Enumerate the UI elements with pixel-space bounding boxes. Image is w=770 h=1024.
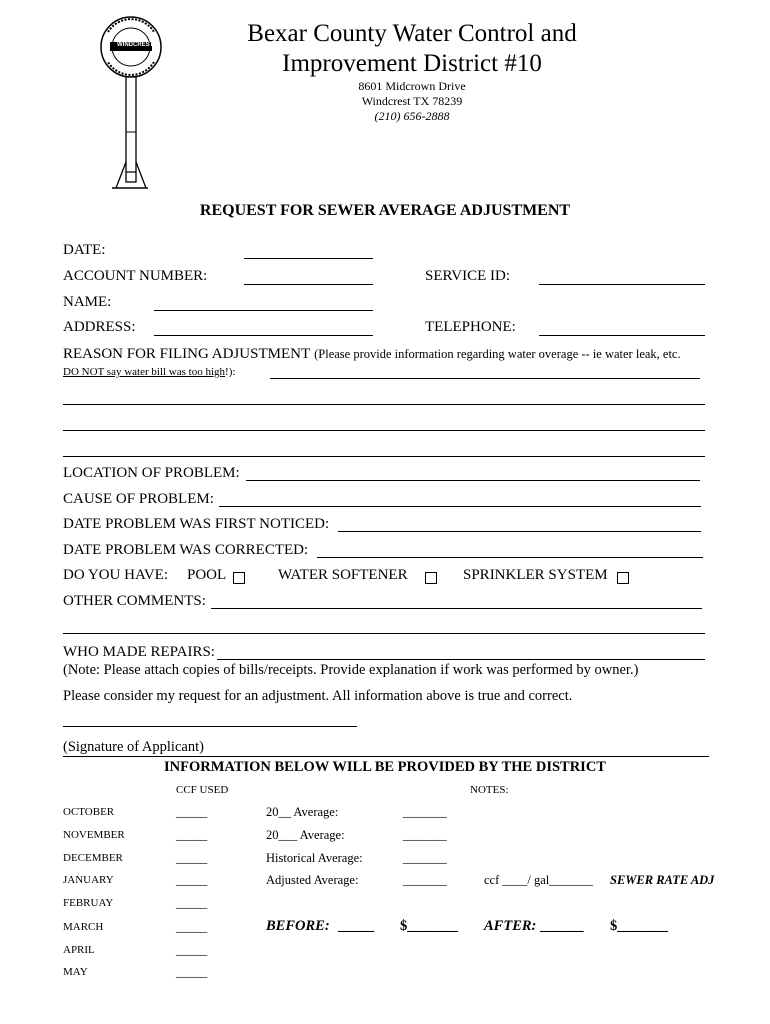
corrected-label: DATE PROBLEM WAS CORRECTED: bbox=[63, 542, 309, 558]
pool-label: POOL bbox=[187, 567, 227, 583]
phone-number: (210) 656-2888 bbox=[374, 109, 450, 123]
avg1-value: _______ bbox=[403, 805, 447, 819]
reason-note: (Please provide information regarding water overage -- ie water leak, etc. bbox=[314, 347, 681, 361]
reason-note-tail: !): bbox=[225, 366, 236, 378]
section-divider bbox=[63, 756, 709, 757]
name-field[interactable] bbox=[154, 310, 373, 311]
attach-note: (Note: Please attach copies of bills/receipts. Provide explanation if work was performed by owner.) bbox=[63, 662, 639, 678]
notes-label: NOTES: bbox=[470, 784, 509, 796]
adjusted-average-value: _______ bbox=[403, 873, 447, 887]
month-ccf-value: _____ bbox=[176, 920, 208, 934]
signature-label: (Signature of Applicant) bbox=[63, 739, 204, 755]
month-ccf-value: _____ bbox=[176, 896, 208, 910]
other-comments-field-line2[interactable] bbox=[63, 633, 705, 634]
telephone-field[interactable] bbox=[539, 335, 705, 336]
after-dollar: $_______ bbox=[610, 918, 668, 934]
ccf-used-label: CCF USED bbox=[176, 784, 229, 796]
date-label: DATE: bbox=[63, 242, 106, 258]
month-ccf-value: _____ bbox=[176, 873, 208, 887]
month-label: OCTOBER bbox=[63, 806, 115, 818]
form-title: REQUEST FOR SEWER AVERAGE ADJUSTMENT bbox=[199, 202, 571, 219]
signature-field[interactable] bbox=[63, 726, 357, 727]
address-label: ADDRESS: bbox=[63, 319, 136, 335]
location-field[interactable] bbox=[246, 480, 700, 481]
month-ccf-value: _____ bbox=[176, 851, 208, 865]
month-ccf-value: _____ bbox=[176, 965, 208, 979]
other-comments-label: OTHER COMMENTS: bbox=[63, 593, 206, 609]
water-softener-label: WATER SOFTENER bbox=[278, 567, 408, 583]
avg2-value: _______ bbox=[403, 828, 447, 842]
month-label: APRIL bbox=[63, 944, 95, 956]
who-made-repairs-field[interactable] bbox=[217, 659, 705, 660]
sprinkler-system-label: SPRINKLER SYSTEM bbox=[463, 567, 608, 583]
reason-field-line1[interactable] bbox=[270, 378, 700, 379]
reason-label: REASON FOR FILING ADJUSTMENT bbox=[63, 346, 311, 362]
corrected-field[interactable] bbox=[317, 557, 703, 558]
date-field[interactable] bbox=[244, 258, 373, 259]
reason-field-line4[interactable] bbox=[63, 456, 705, 457]
district-section-heading: INFORMATION BELOW WILL BE PROVIDED BY THE DISTRICT bbox=[164, 759, 606, 775]
historical-average-label: Historical Average: bbox=[266, 851, 363, 865]
month-ccf-value: _____ bbox=[176, 943, 208, 957]
month-label: NOVEMBER bbox=[63, 829, 125, 841]
first-noticed-label: DATE PROBLEM WAS FIRST NOTICED: bbox=[63, 516, 330, 532]
month-label: JANUARY bbox=[63, 874, 114, 886]
address-line2: Windcrest TX 78239 bbox=[361, 94, 463, 108]
before-label: BEFORE: bbox=[266, 918, 330, 934]
avg1-label: 20__ Average: bbox=[266, 805, 339, 819]
month-label: FEBRUAY bbox=[63, 897, 114, 909]
sewer-rate-adj-label: SEWER RATE ADJ bbox=[610, 873, 715, 887]
reason-field-line2[interactable] bbox=[63, 404, 705, 405]
before-dollar: $_______ bbox=[400, 918, 458, 934]
account-number-field[interactable] bbox=[244, 284, 373, 285]
other-comments-field-line1[interactable] bbox=[211, 608, 702, 609]
month-label: MAY bbox=[63, 966, 88, 978]
service-id-label: SERVICE ID: bbox=[425, 268, 511, 284]
ccf-gal-conversion: ccf ____/ gal_______ bbox=[484, 873, 594, 887]
month-ccf-value: _____ bbox=[176, 805, 208, 819]
who-made-repairs-label: WHO MADE REPAIRS: bbox=[63, 644, 215, 660]
adjusted-average-label: Adjusted Average: bbox=[266, 873, 359, 887]
reason-field-line3[interactable] bbox=[63, 430, 705, 431]
before-value: _____ bbox=[338, 918, 375, 934]
first-noticed-field[interactable] bbox=[338, 531, 701, 532]
do-you-have-label: DO YOU HAVE: bbox=[63, 567, 168, 583]
cause-label: CAUSE OF PROBLEM: bbox=[63, 491, 214, 507]
address-field[interactable] bbox=[154, 335, 373, 336]
month-ccf-value: _____ bbox=[176, 828, 208, 842]
reason-note-line2 bbox=[63, 366, 235, 378]
cause-field[interactable] bbox=[219, 506, 701, 507]
historical-average-value: _______ bbox=[403, 851, 447, 865]
reason-warning: DO NOT say water bill was too high bbox=[63, 366, 226, 378]
water-softener-checkbox[interactable] bbox=[425, 572, 437, 584]
sprinkler-system-checkbox[interactable] bbox=[617, 572, 629, 584]
after-label: AFTER: bbox=[484, 918, 537, 934]
name-label: NAME: bbox=[63, 294, 112, 310]
address-line1: 8601 Midcrown Drive bbox=[358, 79, 466, 93]
account-number-label: ACCOUNT NUMBER: bbox=[63, 268, 208, 284]
month-label: DECEMBER bbox=[63, 852, 123, 864]
month-label: MARCH bbox=[63, 921, 104, 933]
district-title-line1: Bexar County Water Control and bbox=[247, 20, 577, 47]
consider-statement: Please consider my request for an adjustment. All information above is true and correct. bbox=[63, 688, 573, 704]
telephone-label: TELEPHONE: bbox=[425, 319, 516, 335]
avg2-label: 20___ Average: bbox=[266, 828, 345, 842]
pool-checkbox[interactable] bbox=[233, 572, 245, 584]
after-value: ______ bbox=[540, 918, 584, 934]
location-label: LOCATION OF PROBLEM: bbox=[63, 465, 240, 481]
service-id-field[interactable] bbox=[539, 284, 705, 285]
district-title-line2: Improvement District #10 bbox=[282, 50, 542, 77]
logo-text: WINDCREST bbox=[117, 42, 154, 48]
reason-row bbox=[63, 345, 681, 363]
